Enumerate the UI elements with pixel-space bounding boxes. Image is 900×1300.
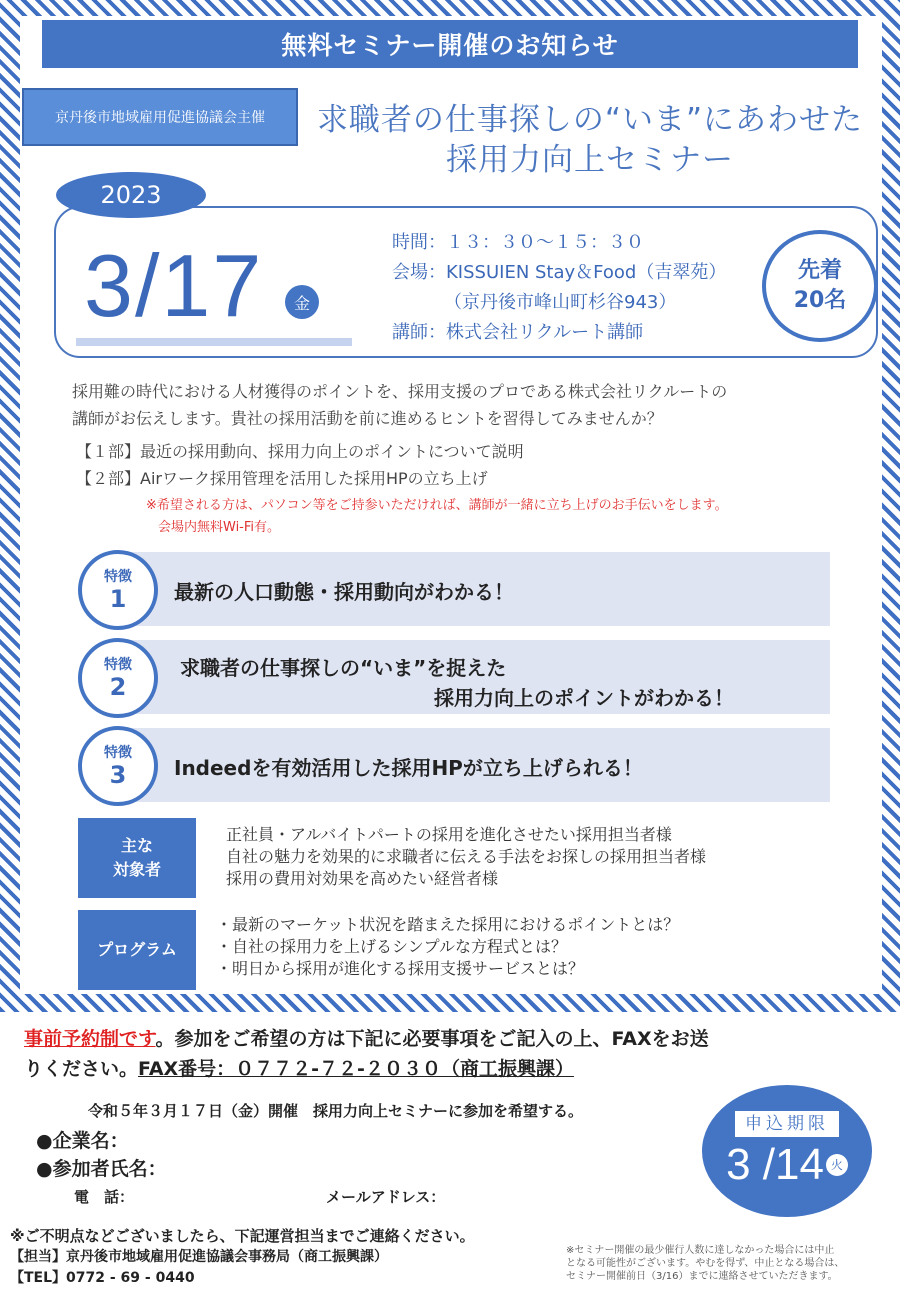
reservation-text1: 。参加をご希望の方は下記に必要事項をご記入の上、FAXをお送 (155, 1028, 709, 1050)
target-item: 採用の費用対効果を高めたい経営者様 (226, 869, 499, 888)
reservation-text2: りください。 (24, 1058, 139, 1080)
headline-line2: 採用力向上セミナー (446, 142, 734, 178)
feature-badge-1 (78, 550, 158, 630)
target-audience-badge (78, 818, 196, 898)
part-2: 【２部】Airワーク採用管理を活用した採用HPの立ち上げ (76, 469, 488, 488)
year-badge: 2023 (56, 172, 206, 218)
note-line2: 会場内無料Wi-Fi有。 (158, 520, 281, 535)
feature-3-text: Indeedを有効活用した採用HPが立ち上げられる！ (174, 756, 643, 780)
capacity-badge (762, 230, 878, 342)
fine-print-line1: ※セミナー開催の最少催行人数に達しなかった場合には中止 (566, 1245, 835, 1256)
deadline-day-of-week: 火 (826, 1154, 848, 1176)
program-list (216, 914, 679, 980)
application-statement: 令和５年３月１７日（金）開催 採用力向上セミナーに参加を希望する。 (88, 1102, 584, 1120)
email-field[interactable]: メールアドレス： (326, 1188, 446, 1206)
capacity-line2: 20名 (793, 288, 847, 313)
feature-2-label: 特徴 (104, 657, 132, 673)
deadline-date-row (726, 1139, 848, 1191)
capacity-line1: 先着 (797, 258, 842, 283)
deadline-badge (702, 1085, 872, 1217)
feature-3-number: 3 (109, 761, 127, 789)
feature-2-text: 求職者の仕事探しの“いま”を捉えた (180, 656, 507, 680)
program-item: ・最新のマーケット状況を踏まえた採用におけるポイントとは？ (216, 915, 680, 934)
feature-badge-2 (78, 638, 158, 718)
reservation-highlight: 事前予約制です (24, 1028, 156, 1050)
contact-phone: 【TEL】0772 - 69 - 0440 (10, 1270, 195, 1286)
feature-badge-3 (78, 726, 158, 806)
event-time: 時間：１３：３０～１５：３０ (392, 232, 644, 253)
event-lecturer: 講師：株式会社リクルート講師 (392, 322, 644, 343)
feature-bar-2 (109, 640, 830, 714)
intro-line1: 採用難の時代における人材獲得のポイントを、採用支援のプロである株式会社リクルートの (72, 382, 728, 401)
feature-1-text: 最新の人口動態・採用動向がわかる！ (174, 580, 514, 604)
target-item: 正社員・アルバイトパートの採用を進化させたい採用担当者様 (226, 825, 672, 844)
contact-line2: 【担当】京丹後市地域雇用促進協議会事務局（商工振興課） (10, 1249, 388, 1265)
part-1: 【１部】最近の採用動向、採用力向上のポイントについて説明 (76, 442, 524, 461)
note-line1: ※希望される方は、パソコン等をご持参いただければ、講師が一緒に立ち上げのお手伝いをします。 (146, 498, 728, 513)
program-item: ・自社の採用力を上げるシンプルな方程式とは？ (216, 937, 567, 956)
day-of-week-badge: 金 (285, 285, 319, 319)
feature-2-number: 2 (109, 673, 127, 701)
event-venue: 会場：KISSUIEN Stay＆Food（吉翠苑） (392, 262, 727, 283)
feature-1-label: 特徴 (104, 569, 132, 585)
deadline-label: 申込期限 (735, 1111, 839, 1137)
company-name-field[interactable]: ●企業名： (36, 1130, 129, 1152)
contact-line1: ※ご不明点などございましたら、下記運営担当までご連絡ください。 (10, 1227, 475, 1245)
phone-field[interactable]: 電 話： (74, 1188, 135, 1206)
target-audience-list (226, 824, 706, 890)
program-badge: プログラム (78, 910, 196, 990)
fine-print-line3: セミナー開催前日（3/16）までに連絡させていただきます。 (566, 1271, 838, 1282)
date-underline (76, 338, 352, 346)
program-item: ・明日から採用が進化する採用支援サービスとは？ (216, 959, 585, 978)
target-badge-line2: 対象者 (112, 860, 161, 879)
event-venue-address: （京丹後市峰山町杉谷943） (444, 292, 677, 313)
feature-bar-1 (109, 552, 830, 626)
program-parts (76, 438, 524, 492)
target-badge-line1: 主な (120, 836, 153, 855)
contact-info (10, 1226, 475, 1289)
title-bar: 無料セミナー開催のお知らせ (42, 20, 858, 68)
pc-note (146, 495, 728, 539)
seminar-headline (300, 100, 880, 180)
reservation-notice (24, 1024, 884, 1084)
fax-number: FAX番号：０７７２-７２-２０３０（商工振興課） (138, 1058, 574, 1080)
event-date: 3/17 (84, 236, 264, 335)
feature-2-text2: 採用力向上のポイントがわかる！ (434, 686, 734, 710)
fine-print-line2: となる可能性がございます。やむを得ず、中止となる場合は、 (566, 1258, 845, 1269)
event-details (392, 228, 726, 348)
feature-3-label: 特徴 (104, 745, 132, 761)
intro-line2: 講師がお伝えします。貴社の採用活動を前に進めるヒントを習得してみませんか？ (72, 409, 663, 428)
cancellation-fine-print (566, 1244, 888, 1283)
target-item: 自社の魅力を効果的に求職者に伝える手法をお探しの採用担当者様 (226, 847, 707, 866)
organizer-label: 京丹後市地域雇用促進協議会主催 (22, 88, 298, 146)
feature-1-number: 1 (109, 585, 127, 613)
participant-name-field[interactable]: ●参加者氏名： (36, 1158, 167, 1180)
feature-bar-3 (109, 728, 830, 802)
deadline-date: 3 /14 (726, 1140, 824, 1189)
headline-line1: 求職者の仕事探しの“いま”にあわせた (316, 102, 864, 138)
intro-paragraph (72, 378, 852, 432)
